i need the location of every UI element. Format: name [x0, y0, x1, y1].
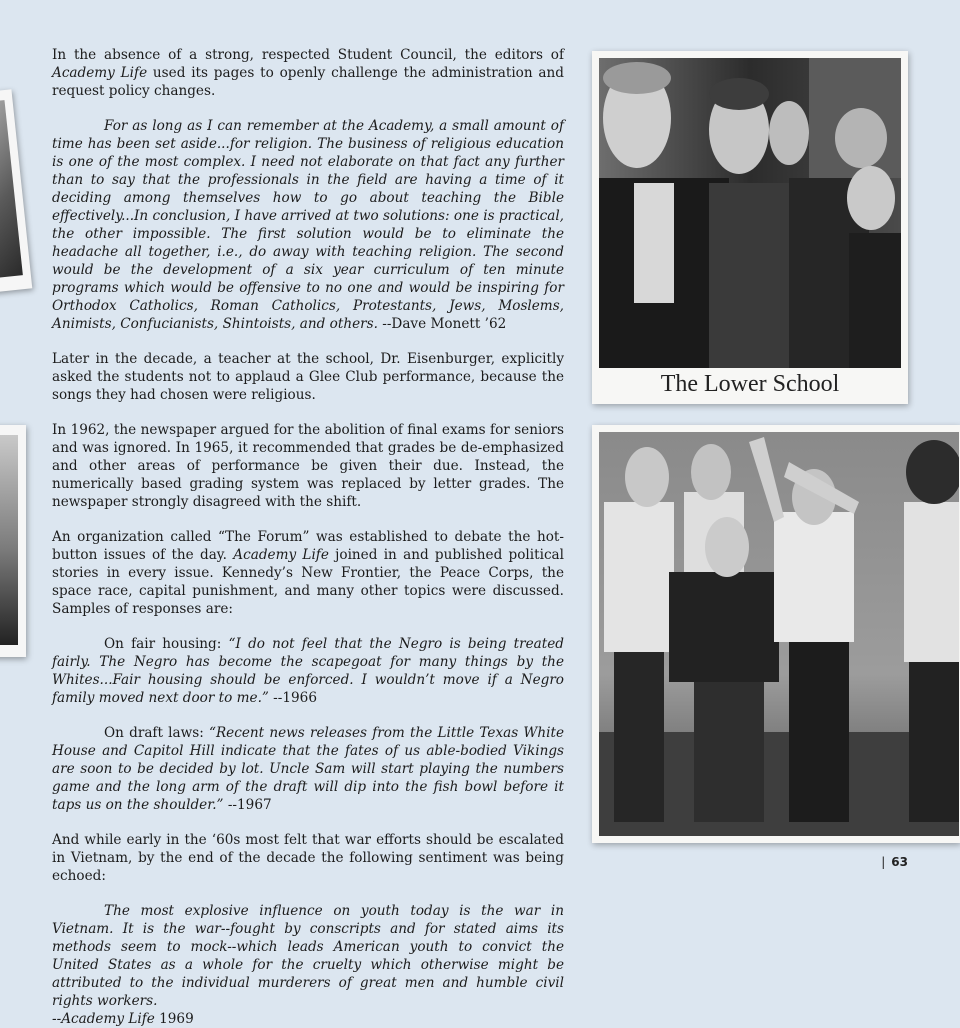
- lower-school-image: [599, 58, 901, 368]
- boys-playing-photo: [592, 425, 960, 843]
- left-edge-photo-bottom: [0, 425, 26, 657]
- page-number: | 63: [881, 855, 908, 869]
- article-text: [52, 46, 564, 1028]
- forum-paragraph: An organization called “The Forum” was established to debate the hot- button issues of the day. Academy Life joined in and published political stories in every issue. Kennedy’s New Frontier, the Peace Corps, the space race, capital punishment, and many other topics were discussed. Samples of responses are:: [52, 529, 565, 617]
- vietnam-paragraph: And while early in the ‘60s most felt that war efforts should be escalated in Vietnam, by the end of the decade the following sentiment was being echoed:: [52, 832, 564, 884]
- left-edge-photo-top: [0, 89, 32, 294]
- glee-club-paragraph: Later in the decade, a teacher at the school, Dr. Eisenburger, explicitly asked the students not to applaud a Glee Club performance, because the songs they had chosen were religious.: [52, 351, 564, 403]
- religion-quote: For as long as I can remember at the Academy, a small amount of time has been set aside...for religion. The business of religious education is one of the most complex. I need not elaborate on that fact any further than to say that the professionals in the field are having a time of it deciding among themselves how to go about teaching the Bible effectively...In conclusion, I have arrived at two solutions: one is practical, the other impossible. The first solution would be to eliminate the headache all together, i.e., do away with teaching religion. The second would be the development of a six year curriculum of ten minute programs which would be offensive to no one and would be inspiring for Orthodox Catholics, Roman Catholics, Protestants, Jews, Moslems, Animists, Confucianists, Shintoists, and others. --Dave Monett ’62: [52, 118, 564, 332]
- draft-laws-quote: On draft laws: “Recent news releases from the Little Texas White House and Capitol Hill indicate that the fates of us able-bodied Vikings are soon to be decided by lot. Uncle Sam will start playing the numbers game and the long arm of the draft will dip into the fish bowl before it taps us on the shoulder.” --1967: [52, 725, 565, 813]
- fair-housing-quote: On fair housing: “I do not feel that the Negro is being treated fairly. The Negro has become the scapegoat for many things by the Whites...Fair housing should be enforced. I wouldn’t move if a Negro family moved next door to me.” --1966: [52, 636, 564, 706]
- intro-paragraph: In the absence of a strong, respected Student Council, the editors of Academy Life used its pages to openly challenge the administration and request policy changes.: [52, 47, 564, 99]
- boys-playing-image: [599, 432, 959, 836]
- vietnam-quote: The most explosive influence on youth today is the war in Vietnam. It is the war--fought by conscripts and for stated aims its methods seem to mock--which leads American youth to convict the United States as a whole for the cruelty which otherwise might be attributed to the individual murderers of great men and humble civil rights workers. --Academy Life 1969: [52, 903, 564, 1027]
- photo-caption: The Lower School: [660, 371, 840, 397]
- final-exams-paragraph: In 1962, the newspaper argued for the abolition of final exams for seniors and was ignored. In 1965, it recommended that grades be de-emphasized and other areas of performance be given their due. Instead, the numerically based grading system was replaced by letter grades. The newspaper strongly disagreed with the shift.: [52, 422, 564, 510]
- lower-school-photo: [592, 51, 908, 404]
